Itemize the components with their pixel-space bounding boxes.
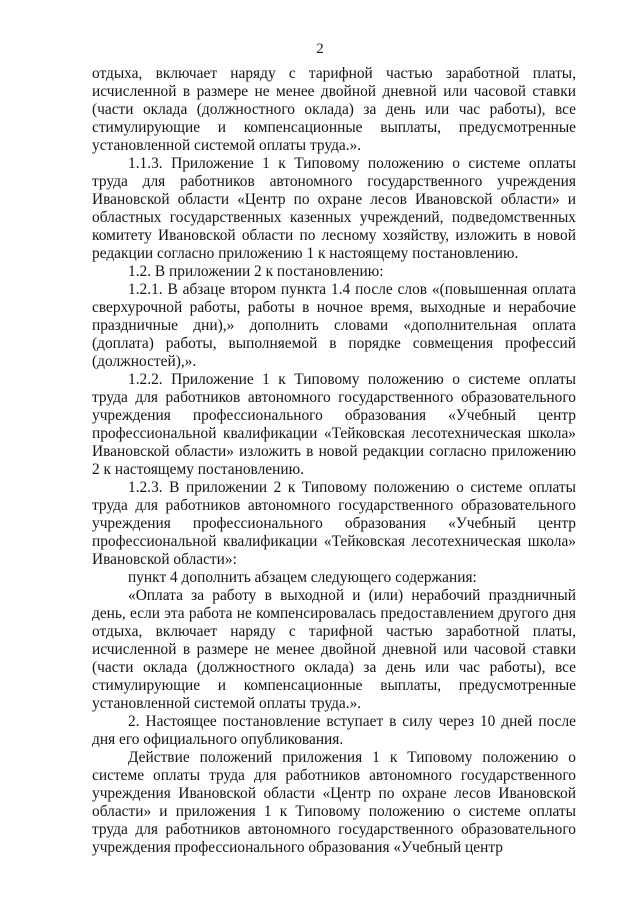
document-body bbox=[92, 65, 576, 857]
page-number: 2 bbox=[316, 41, 324, 57]
paragraph: 1.2.1. В абзаце втором пункта 1.4 после слов «(повышенная оплата сверхурочной работы, работы в ночное время, выходные и нерабочие праздничные дни),» дополнить словами «дополнительная оплата (доплата) работы, выполняемой в порядке совмещения профессий (должностей),». bbox=[92, 281, 576, 370]
paragraph: 1.1.3. Приложение 1 к Типовому положению о системе оплаты труда для работников автономного государственного учреждения Ивановской области «Центр по охране лесов Ивановской области» и областных государственных казенных учреждений, подведомственных комитету Ивановской области по лесному хозяйству, изложить в новой редакции согласно приложению 1 к настоящему постановлению. bbox=[92, 155, 576, 262]
paragraph: 1.2.2. Приложение 1 к Типовому положению о системе оплаты труда для работников автономного государственного образовательного учреждения профессионального образования «Учебный центр профессиональной квалификации «Тейковская лесотехническая школа» Ивановской области» изложить в новой редакции согласно приложению 2 к настоящему постановлению. bbox=[92, 371, 576, 478]
paragraph: отдыха, включает наряду с тарифной частью заработной платы, исчисленной в размере не менее двойной дневной или часовой ставки (части оклада (должностного оклада) за день или час работы), все стимулирующие и компенсационные выплаты, предусмотренные установленной системой оплаты труда.». bbox=[92, 65, 576, 154]
paragraph: 2. Настоящее постановление вступает в силу через 10 дней после дня его официального опубликования. bbox=[92, 713, 576, 748]
paragraph: Действие положений приложения 1 к Типовому положению о системе оплаты труда для работников автономного государственного учреждения Ивановской области «Центр по охране лесов Ивановской области» и приложения 1 к Типовому положению о системе оплаты труда для работников автономного государственного образовательного учреждения профессионального образования «Учебный центр bbox=[92, 749, 576, 856]
paragraph: 1.2. В приложении 2 к постановлению: bbox=[128, 263, 384, 280]
paragraph: 1.2.3. В приложении 2 к Типовому положению о системе оплаты труда для работников автономного государственного образовательного учреждения профессионального образования «Учебный центр профессиональной квалификации «Тейковская лесотехническая школа» Ивановской области»: bbox=[92, 479, 576, 568]
paragraph: «Оплата за работу в выходной и (или) нерабочий праздничный день, если эта работа не компенсировалась предоставлением другого дня отдыха, включает наряду с тарифной частью заработной платы, исчисленной в размере не менее двойной дневной или часовой ставки (части оклада (должностного оклада) за день или час работы), все стимулирующие и компенсационные выплаты, предусмотренные установленной системой оплаты труда.». bbox=[92, 587, 576, 712]
paragraph: пункт 4 дополнить абзацем следующего содержания: bbox=[128, 569, 477, 586]
